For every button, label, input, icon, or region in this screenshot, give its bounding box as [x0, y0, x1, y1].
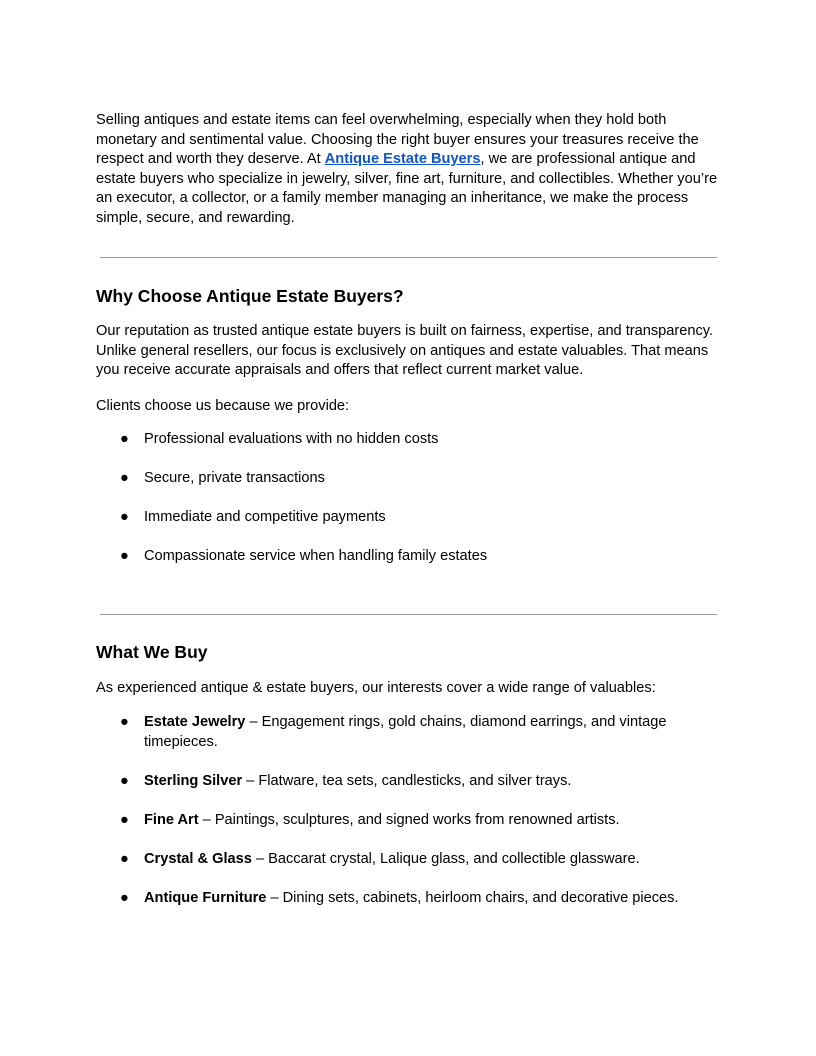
- list-item: [96, 469, 722, 489]
- bullet-icon: ●: [120, 811, 129, 828]
- list-item-text: Compassionate service when handling family estates: [144, 548, 488, 564]
- item-description: – Dining sets, cabinets, heirloom chairs, and decorative pieces.: [266, 889, 679, 906]
- what-we-buy-lead: As experienced antique & estate buyers, our interests cover a wide range of valuables:: [96, 679, 656, 696]
- bullet-icon: ●: [120, 431, 129, 447]
- bullet-icon: ●: [120, 509, 129, 525]
- item-term: Estate Jewelry: [144, 714, 246, 730]
- list-item: [96, 430, 722, 450]
- bullet-icon: ●: [120, 772, 129, 789]
- list-item: [96, 508, 722, 528]
- item-description: – Paintings, sculptures, and signed works from renowned artists.: [198, 811, 620, 828]
- bullet-icon: ●: [120, 548, 129, 564]
- antique-estate-buyers-link[interactable]: Antique Estate Buyers: [324, 151, 481, 167]
- item-description: – Engagement rings, gold chains, diamond earrings, and vintage timepieces.: [144, 714, 667, 750]
- why-choose-heading: Why Choose Antique Estate Buyers?: [96, 286, 404, 306]
- intro-text-after: , we are professional antique and estate buyers who specialize in jewelry, silver, fine art, furniture, and collectibles. Whether you’re an executor, a collector, or a family member managing an inheritance, we make the process simple, secure, and rewarding.: [96, 151, 718, 226]
- item-term: Antique Furniture: [144, 889, 267, 906]
- list-item: [96, 772, 722, 792]
- list-item: [96, 811, 722, 831]
- list-item: [96, 547, 722, 567]
- intro-text-before: Selling antiques and estate items can feel overwhelming, especially when they hold both monetary and sentimental value. Choosing the right buyer ensures your treasures receive the respect and worth they deserve. At: [96, 112, 699, 167]
- list-item-text: Professional evaluations with no hidden costs: [144, 431, 439, 447]
- item-term: Fine Art: [144, 811, 199, 828]
- bullet-icon: ●: [120, 714, 129, 730]
- list-item: [96, 713, 722, 752]
- document-page: [96, 111, 722, 908]
- list-item-text: Immediate and competitive payments: [144, 509, 386, 525]
- item-description: – Flatware, tea sets, candlesticks, and silver trays.: [242, 772, 572, 789]
- item-term: Crystal & Glass: [144, 850, 252, 867]
- item-description: – Baccarat crystal, Lalique glass, and collectible glassware.: [251, 850, 640, 867]
- bullet-icon: ●: [120, 470, 129, 486]
- list-item-text: Secure, private transactions: [144, 470, 325, 486]
- item-term: Sterling Silver: [144, 772, 243, 789]
- bullet-icon: ●: [120, 889, 129, 906]
- why-choose-paragraph: Our reputation as trusted antique estate buyers is built on fairness, expertise, and transparency. Unlike general resellers, our focus is exclusively on antiques and estate valuables. That means you receive accurate appraisals and offers that reflect current market value.: [96, 323, 714, 378]
- what-we-buy-list: [96, 713, 722, 908]
- bullet-icon: ●: [120, 850, 129, 867]
- list-item: [96, 889, 722, 909]
- intro-paragraph: [96, 111, 722, 228]
- what-we-buy-heading: What We Buy: [96, 641, 208, 662]
- section-divider: [100, 257, 717, 258]
- why-choose-list: [96, 430, 722, 567]
- section-divider: [100, 614, 717, 615]
- list-item: [96, 850, 722, 870]
- clients-lead-text: Clients choose us because we provide:: [96, 397, 350, 414]
